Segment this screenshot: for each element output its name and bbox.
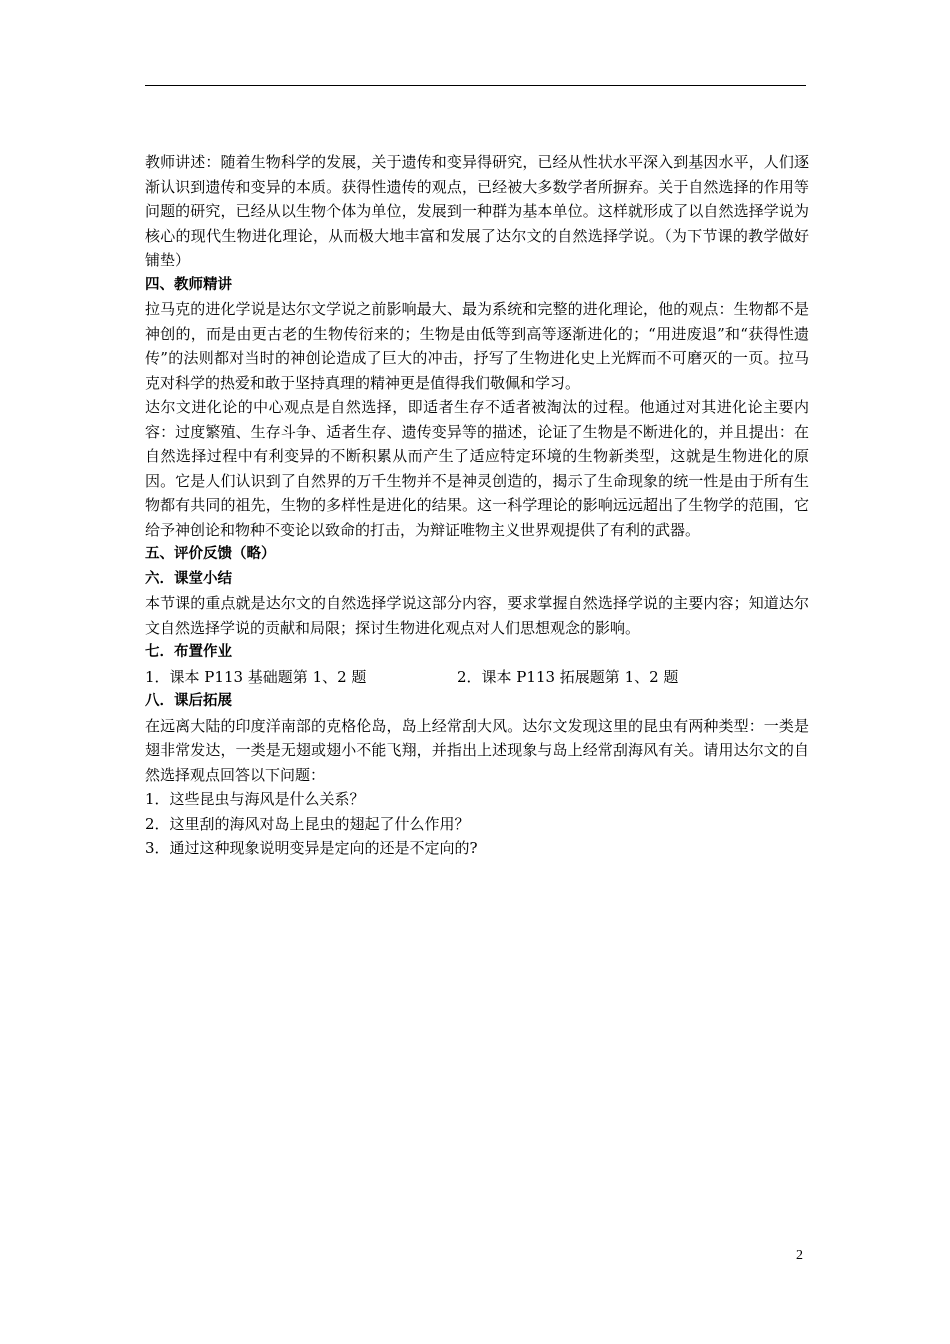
question-2: 2．这里刮的海风对岛上昆虫的翅起了什么作用？ bbox=[145, 814, 470, 833]
section-4-heading: 四、教师精讲 bbox=[145, 276, 232, 293]
homework-item-2: 2．课本 P113 拓展题第 1、2 题 bbox=[457, 667, 679, 686]
question-3: 3．通过这种现象说明变异是定向的还是不定向的? bbox=[145, 839, 478, 857]
section-5-heading: 五、评价反馈（略） bbox=[145, 546, 276, 562]
section-4-paragraph-2: 达尔文进化论的中心观点是自然选择，即适者生存不适者被淘汰的过程。他通过对其进化论主要内容：过度繁殖、生存斗争、适者生存、遗传变异等的描述，论证了生物是不断进化的，并且提出：在自然选择过程中有利变异的不断积累从而产生了适应特定环境的生物新类型，这就是生物进化的原因。它是人们认识到了自然界的万千生物并不是神灵创造的，揭示了生命现象的统一性是由于所有生物都有共同的祖先，生物的多样性是进化的结果。这一科学理论的影响远远超出了生物学的范围，它给予神创论和物种不变论以致命的打击，为辩证唯物主义世界观提供了有利的武器。 bbox=[145, 398, 809, 539]
section-4-paragraph-1: 拉马克的进化学说是达尔文学说之前影响最大、最为系统和完整的进化理论，他的观点：生物都不是神创的，而是由更古老的生物传衍来的；生物是由低等到高等逐渐进化的；“用进废退”和“获得性遗传”的法则都对当时的神创论造成了巨大的冲击，抒写了生物进化史上光辉而不可磨灭的一页。拉马克对科学的热爱和敢于坚持真理的精神更是值得我们敬佩和学习。 bbox=[145, 300, 809, 392]
intro-paragraph: 教师讲述：随着生物科学的发展，关于遗传和变异得研究，已经从性状水平深入到基因水平，人们逐渐认识到遗传和变异的本质。获得性遗传的观点，已经被大多数学者所摒弃。关于自然选择的作用等问题的研究，已经从以生物个体为单位，发展到一种群为基本单位。这样就形成了以自然选择学说为核心的现代生物进化理论，从而极大地丰富和发展了达尔文的自然选择学说。（为下节课的教学做好铺垫） bbox=[145, 153, 809, 269]
header-rule bbox=[145, 85, 806, 86]
document-body bbox=[145, 150, 809, 861]
page-number: 2 bbox=[796, 1248, 803, 1263]
question-1: 1．这些昆虫与海风是什么关系？ bbox=[145, 790, 365, 808]
homework-item-1: 1．课本 P113 基础题第 1、2 题 bbox=[145, 667, 367, 686]
section-8-heading: 八．课后拓展 bbox=[145, 693, 232, 709]
section-8-paragraph: 在远离大陆的印度洋南部的克格伦岛，岛上经常刮大风。达尔文发现这里的昆虫有两种类型：一类是翅非常发达，一类是无翅或翅小不能飞翔，并指出上述现象与岛上经常刮海风有关。请用达尔文的自然选择观点回答以下问题： bbox=[145, 716, 809, 784]
homework-row bbox=[145, 665, 809, 690]
section-7-heading: 七．布置作业 bbox=[145, 644, 232, 660]
section-6-heading: 六．课堂小结 bbox=[145, 570, 232, 587]
section-6-paragraph: 本节课的重点就是达尔文的自然选择学说这部分内容，要求掌握自然选择学说的主要内容；知道达尔文自然选择学说的贡献和局限；探讨生物进化观点对人们思想观念的影响。 bbox=[145, 594, 809, 637]
